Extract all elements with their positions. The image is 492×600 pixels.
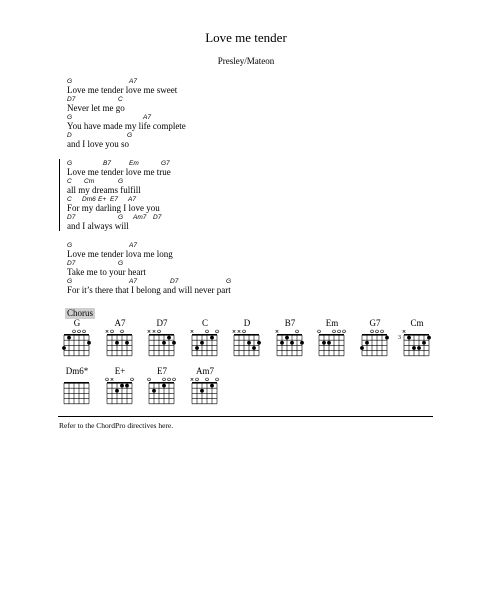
chord-diagram-name: A7 xyxy=(114,318,126,328)
muted-string-marker xyxy=(276,330,279,333)
finger-dot xyxy=(200,341,204,345)
chord-label: Cm xyxy=(84,178,95,185)
fretboard-grid xyxy=(147,328,177,364)
chord-label: G7 xyxy=(161,160,170,167)
nut xyxy=(192,334,217,336)
chord-label: A7 xyxy=(129,242,137,249)
nut xyxy=(107,334,132,336)
open-string-marker xyxy=(196,378,199,381)
chord-label: G xyxy=(118,260,124,267)
chord-label: A7 xyxy=(128,196,136,203)
nut xyxy=(64,334,89,336)
chord-diagram-name: G7 xyxy=(369,318,381,328)
chord-label: Dm6 xyxy=(82,196,96,203)
muted-string-marker xyxy=(238,330,241,333)
fretboard-grid xyxy=(275,328,305,364)
open-string-marker xyxy=(338,330,341,333)
open-string-marker xyxy=(78,330,81,333)
chord-label: Em xyxy=(129,160,139,167)
chord-label: G xyxy=(118,214,124,221)
open-string-marker xyxy=(318,330,321,333)
chord-label: G xyxy=(67,242,73,249)
open-string-marker xyxy=(168,378,171,381)
fretboard-grid xyxy=(317,328,347,364)
chord-label: D7 xyxy=(67,214,76,221)
finger-dot xyxy=(417,346,421,350)
finger-dot xyxy=(300,341,304,345)
open-string-marker xyxy=(381,330,384,333)
nut xyxy=(149,382,174,384)
fretboard-grid xyxy=(62,376,92,412)
nut xyxy=(64,382,89,384)
footer-note: Refer to the ChordPro directives here. xyxy=(59,421,174,430)
chord-diagram-name: Am7 xyxy=(196,366,214,376)
finger-dot xyxy=(195,346,199,350)
chord-label: G xyxy=(67,160,73,167)
lyric-line: Love me tender lova me long xyxy=(67,249,173,259)
chord-diagram-name: Em xyxy=(325,318,339,328)
lyric-line: Take me to your heart xyxy=(67,267,146,277)
nut xyxy=(404,334,429,336)
finger-dot xyxy=(280,341,284,345)
lyric-line: For it’s there that I belong and will never part xyxy=(67,285,231,295)
chord-diagram-name: Dm6* xyxy=(65,366,89,376)
finger-dot xyxy=(125,341,129,345)
chord-label: A7 xyxy=(129,78,137,85)
open-string-marker xyxy=(111,330,114,333)
finger-dot xyxy=(87,341,91,345)
fretboard-grid xyxy=(62,328,92,364)
muted-string-marker xyxy=(233,330,236,333)
chord-label: A7 xyxy=(143,114,151,121)
chord-label: G xyxy=(118,178,124,185)
open-string-marker xyxy=(296,330,299,333)
finger-dot xyxy=(162,341,166,345)
chord-label: B7 xyxy=(103,160,111,167)
finger-dot xyxy=(115,341,119,345)
open-string-marker xyxy=(158,330,161,333)
nut xyxy=(234,334,259,336)
chord-label: D7 xyxy=(67,260,76,267)
finger-dot xyxy=(422,341,426,345)
chord-label: G xyxy=(67,278,73,285)
chord-label: G xyxy=(67,114,73,121)
open-string-marker xyxy=(121,330,124,333)
muted-string-marker xyxy=(191,378,194,381)
base-fret-label: 3 xyxy=(398,334,401,341)
muted-string-marker xyxy=(153,330,156,333)
fretboard-grid xyxy=(105,328,135,364)
lyric-line: For my darling I love you xyxy=(67,203,160,213)
chorus-label: Chorus xyxy=(67,308,94,318)
open-string-marker xyxy=(333,330,336,333)
finger-dot xyxy=(62,346,66,350)
muted-string-marker xyxy=(148,330,151,333)
finger-dot xyxy=(285,336,289,340)
lyric-line: and I always will xyxy=(67,221,129,231)
finger-dot xyxy=(365,341,369,345)
chord-label: G xyxy=(127,132,133,139)
muted-string-marker xyxy=(106,330,109,333)
song-subtitle: Presley/Mateon xyxy=(217,56,275,66)
finger-dot xyxy=(360,346,364,350)
finger-dot xyxy=(290,341,294,345)
open-string-marker xyxy=(343,330,346,333)
open-string-marker xyxy=(376,330,379,333)
open-string-marker xyxy=(148,378,151,381)
chord-diagram-name: E+ xyxy=(114,366,126,376)
chord-diagram-name: C xyxy=(201,318,208,328)
chord-diagram-name: B7 xyxy=(284,318,296,328)
muted-string-marker xyxy=(403,330,406,333)
chord-label: C xyxy=(67,196,72,203)
chord-diagram-name: E7 xyxy=(157,366,167,376)
open-string-marker xyxy=(131,378,134,381)
chord-label: G xyxy=(67,78,73,85)
muted-string-marker xyxy=(111,378,114,381)
finger-dot xyxy=(210,336,214,340)
finger-dot xyxy=(115,389,119,393)
open-string-marker xyxy=(206,330,209,333)
finger-dot xyxy=(327,341,331,345)
lyric-line: Never let me go xyxy=(67,103,125,113)
fretboard-grid xyxy=(190,376,220,412)
finger-dot xyxy=(322,341,326,345)
fretboard-grid xyxy=(360,328,390,364)
chord-diagram-name: D7 xyxy=(156,318,168,328)
finger-dot xyxy=(385,336,389,340)
muted-string-marker xyxy=(191,330,194,333)
open-string-marker xyxy=(106,378,109,381)
finger-dot xyxy=(120,384,124,388)
lyric-line: and I love you so xyxy=(67,139,129,149)
chord-label: C xyxy=(67,178,72,185)
open-string-marker xyxy=(216,330,219,333)
nut xyxy=(277,334,302,336)
footer-rule xyxy=(58,416,433,417)
open-string-marker xyxy=(243,330,246,333)
nut xyxy=(362,334,387,336)
chord-label: D7 xyxy=(153,214,162,221)
chord-label: C xyxy=(118,96,123,103)
chorus-bar xyxy=(59,159,60,231)
chord-diagram-name: G xyxy=(73,318,81,328)
open-string-marker xyxy=(371,330,374,333)
chord-label: D7 xyxy=(67,96,76,103)
chord-label: D7 xyxy=(170,278,179,285)
open-string-marker xyxy=(216,378,219,381)
finger-dot xyxy=(200,389,204,393)
fretboard-grid xyxy=(402,328,432,364)
finger-dot xyxy=(427,336,431,340)
open-string-marker xyxy=(163,378,166,381)
lyric-line: You have made my life complete xyxy=(67,121,186,131)
finger-dot xyxy=(67,336,71,340)
fretboard-grid xyxy=(232,328,262,364)
finger-dot xyxy=(407,336,411,340)
chord-label: D xyxy=(67,132,72,139)
fretboard-grid xyxy=(147,376,177,412)
chord-diagram-name: D xyxy=(243,318,251,328)
finger-dot xyxy=(125,384,129,388)
finger-dot xyxy=(257,341,261,345)
open-string-marker xyxy=(206,378,209,381)
chord-label: G xyxy=(226,278,232,285)
finger-dot xyxy=(162,384,166,388)
lyric-line: Love me tender love me true xyxy=(67,167,171,177)
nut xyxy=(149,334,174,336)
finger-dot xyxy=(210,384,214,388)
fretboard-grid xyxy=(190,328,220,364)
lyric-line: Love me tender love me sweet xyxy=(67,85,178,95)
open-string-marker xyxy=(173,378,176,381)
finger-dot xyxy=(247,341,251,345)
open-string-marker xyxy=(83,330,86,333)
nut xyxy=(107,382,132,384)
finger-dot xyxy=(252,346,256,350)
chord-label: Am7 xyxy=(133,214,147,221)
chord-diagram-name: Cm xyxy=(410,318,424,328)
nut xyxy=(319,334,344,336)
fretboard-grid xyxy=(105,376,135,412)
chord-label: A7 xyxy=(129,278,137,285)
lyric-line: all my dreams fulfill xyxy=(67,185,141,195)
finger-dot xyxy=(412,346,416,350)
open-string-marker xyxy=(73,330,76,333)
finger-dot xyxy=(167,336,171,340)
chord-label: E+ xyxy=(98,196,107,203)
song-title: Love me tender xyxy=(205,30,287,45)
finger-dot xyxy=(172,341,176,345)
chord-label: E7 xyxy=(110,196,118,203)
finger-dot xyxy=(152,389,156,393)
nut xyxy=(192,382,217,384)
